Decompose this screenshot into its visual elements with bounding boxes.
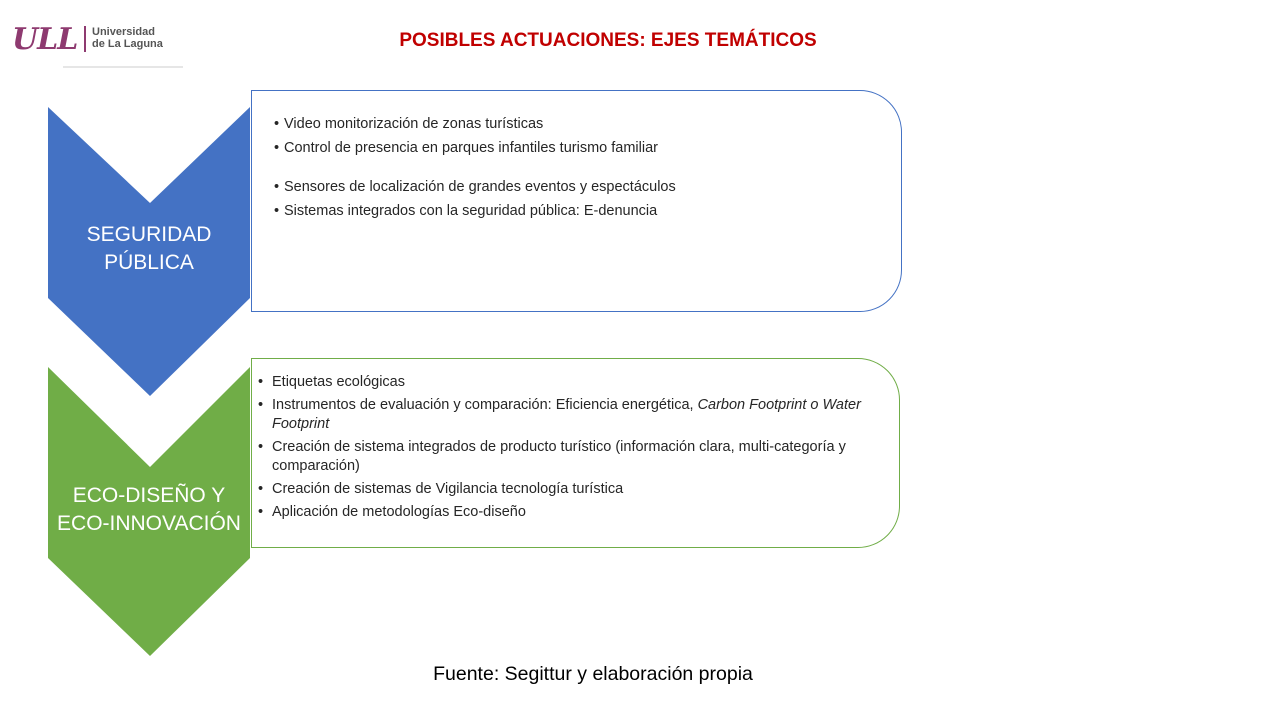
chevron-label-line: PÚBLICA [104, 251, 194, 274]
source-caption: Fuente: Segittur y elaboración propia [433, 663, 753, 685]
bullet-item: • Video monitorización de zonas turísticas [274, 115, 891, 134]
chevron-label-line: SEGURIDAD [86, 223, 212, 246]
bullet-list-eco [258, 373, 873, 522]
slide-title: POSIBLES ACTUACIONES: EJES TEMÁTICOS [399, 30, 817, 51]
logo-name-line-1: Universidad [92, 26, 155, 38]
bullet-item: • Sistemas integrados con la seguridad pública: E-denuncia [274, 202, 891, 221]
bullet-item: • Etiquetas ecológicas [258, 373, 873, 392]
chevron-label-line: ECO-INNOVACIÓN [57, 512, 241, 535]
bullet-item [258, 396, 873, 434]
content-box-seguridad [251, 90, 902, 312]
bullet-item: • Creación de sistema integrados de producto turístico (información clara, multi-categoría y comparación) [258, 438, 873, 476]
chevron-label-eco [44, 482, 254, 538]
bullet-list-seguridad [274, 115, 891, 221]
logo-mark: ULL [12, 22, 78, 57]
bullet-item-text: Instrumentos de evaluación y comparación: Eficiencia energética, [272, 397, 698, 413]
chevron-label-line: ECO-DISEÑO Y [72, 484, 226, 507]
bullet-item: • Creación de sistemas de Vigilancia tecnología turística [258, 480, 873, 499]
bullet-item: • Aplicación de metodologías Eco-diseño [258, 503, 873, 522]
content-box-eco [251, 358, 900, 548]
bullet-item: • Sensores de localización de grandes eventos y espectáculos [274, 178, 891, 197]
bullet-item-italic-text: Carbon Footprint o Water Footprint [272, 397, 861, 432]
bullet-item: • Control de presencia en parques infantiles turismo familiar [274, 139, 891, 158]
chevron-label-seguridad [48, 221, 250, 277]
logo-name-line-2: de La Laguna [92, 38, 163, 50]
